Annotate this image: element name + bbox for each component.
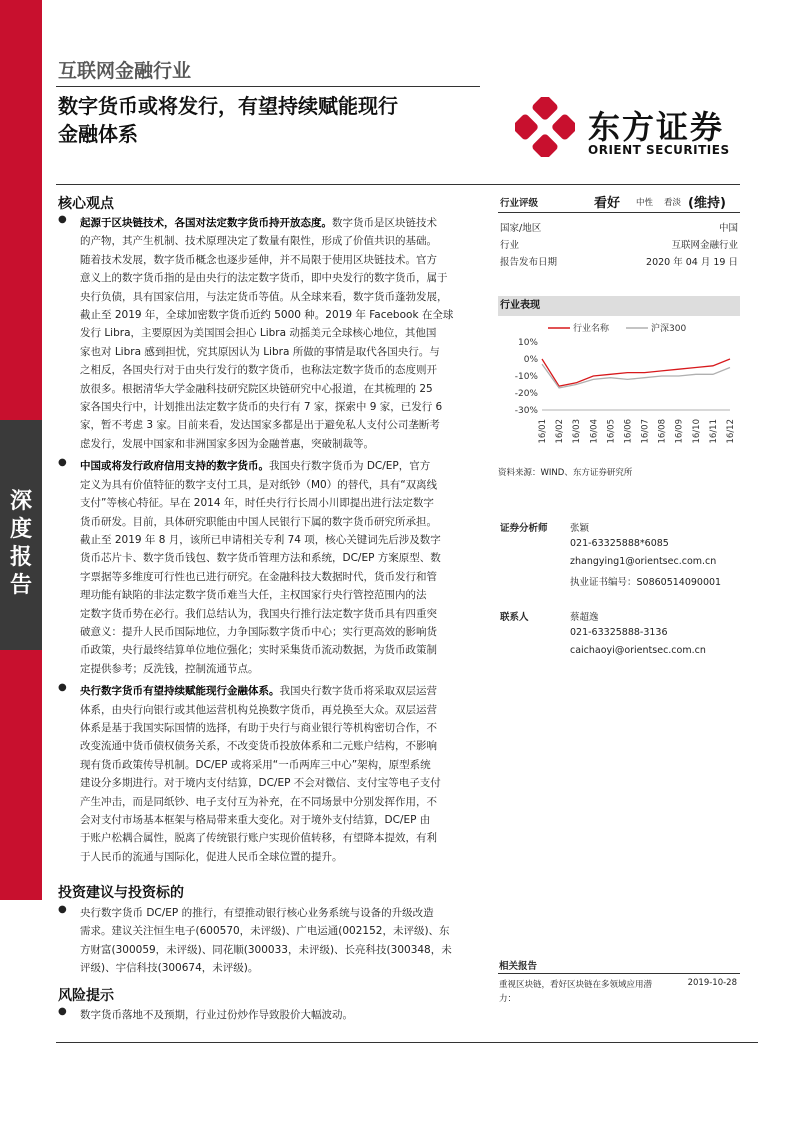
left-red-bar-bottom (0, 650, 42, 930)
x-tick-label: 16/10 (691, 419, 702, 444)
bullet-icon: ● (58, 1006, 67, 1017)
bullet-icon: ● (58, 457, 67, 469)
related-item[interactable] (499, 978, 739, 1004)
bullet-icon: ● (58, 904, 67, 915)
info-row: 行业 互联网金融行业 (500, 240, 738, 251)
deep-report-char: 深 (9, 489, 32, 514)
x-tick-label: 16/12 (726, 419, 736, 444)
info-table (498, 220, 740, 271)
rating-row (498, 192, 740, 210)
x-tick-label: 16/07 (640, 419, 651, 444)
analyst-block (498, 520, 740, 592)
divider-main (56, 184, 528, 185)
list-item: ● 中国或将发行政府信用支持的数字货币。我国央行数字货币为 DC/EP，官方 定义为具有价值特征的数字支付工具，是对纸钞（M0）的替代，具有“双离线 支付”等核心特征。早在 2014 年，时任央行行长周小川即提出进行法定数字 货币研发。目前，具体研究职能由中国人民银行下属的数字货币研究所承担。 截止至 2019 年 8 月，该所已申请相关专利 74 项，核心关键词先后涉及数字 货币芯片卡、数字货币钱包、数字货币管理方法和系统，DC/EP 方案原型、数 字票据等多维度可行性也已进行研究。在金融科技大数据时代，货币发行和管 理功能有缺陷的非法定数字货币难当大任，主权国家行央行管控范围内的法 定数字货币势在必行。我们总结认为，我国央行推行法定数字货币具有四重突 破意义：提升人民币国际地位，力争国际数字货币中心；实行更高效的影响货 币政策，央行最终结算单位地位强化；实时采集货币流动数据，为货币政策制 定提供参考；反洗钱，控制流通节点。 (58, 457, 441, 675)
related-title: 重视区块链，看好区块链在多领域应用潜 (499, 980, 653, 990)
analyst-email[interactable]: zhangying1@orientsec.com.cn (570, 556, 717, 567)
contact-name: 蔡超逸 (570, 612, 599, 623)
deep-report-tag (0, 420, 42, 650)
left-red-bar-top (0, 0, 42, 420)
risk-section: ● 数字货币落地不及预期，行业过份炒作导致股价大幅波动。 (58, 1006, 353, 1021)
x-tick-label: 16/09 (674, 419, 685, 444)
analyst-label: 证券分析师 (500, 523, 548, 534)
list-item: ● 起源于区块链技术，各国对法定数字货币持开放态度。数字货币是区块链技术 的产物，其产生机制、技术原理决定了数量有限性，形成了价值共识的基础。 随着技术发展，数字货币概念也逐步延伸，并不局限于使用区块链技术。官方 意义上的数字货币指的是由央行的法定数字货币，即中央发行的数字货币，属于 央行负债，具有国家信用，与法定货币等值。从全球来看，数字货币蓬勃发展， 截止至 2019 年，全球加密数字货币近约 5000 种。2019 年 Facebook 在全球 发行 Libra，主要原因为美国国会担心 Libra 动摇美元全球核心地位，其他国 家也对 Libra 感到担忧，究其原因认为 Libra 所做的事情是取代各国央行。与 之相反，各国央行对于由央行发行的数字货币，也称法定数字货币的态度则开 放很多。根据清华大学金融科技研究院区块链研究中心报道，在其梳理的 25 家各国央行中，计划推出法定数字货币的央行有 7 家，探索中 9 家，已发行 6 家，暂不考虑 3 家。目前来看，发达国家多都是出于避免私人支付公司垄断考 虑发行，发展中国家和非洲国家多因为金融普惠，突破制裁等。 (58, 214, 454, 450)
bullet-icon: ● (58, 682, 67, 694)
x-tick-label: 16/04 (589, 419, 600, 444)
x-tick-label: 16/11 (708, 419, 719, 444)
y-tick-label: 10% (517, 338, 538, 348)
x-tick-label: 16/03 (572, 419, 583, 444)
orient-logo-icon (515, 97, 575, 157)
x-tick-label: 16/01 (538, 419, 548, 444)
side-bottom-tag: 【行业·证券】 (2, 904, 40, 930)
deep-report-char: 度 (9, 517, 32, 542)
rating-status: (维持) (688, 196, 726, 211)
x-tick-label: 16/08 (657, 419, 668, 444)
deep-report-char: 告 (9, 573, 32, 598)
report-title: 数字货币或将发行，有望持续赋能现行 金融体系 (58, 94, 398, 146)
contact-block (498, 609, 740, 663)
analyst-phone: 021-63325888*6085 (570, 538, 669, 549)
contact-email[interactable]: caichaoyi@orientsec.com.cn (570, 645, 706, 656)
rating-neutral: 中性 (636, 198, 654, 208)
header-divider (56, 86, 480, 87)
bullet-icon: ● (58, 214, 67, 225)
contact-label: 联系人 (500, 612, 529, 623)
x-tick-label: 16/06 (623, 419, 634, 444)
contact-phone: 021-63325888-3136 (570, 627, 668, 638)
rating-bearish: 看淡 (664, 198, 682, 208)
y-tick-label: -30% (514, 406, 538, 416)
list-item: ● 央行数字货币有望持续赋能现行金融体系。我国央行数字货币将采取双层运营 体系，由央行向银行或其他运营机构兑换数字货币，再兑换至大众。双层运营 体系是基于我国实际国情的选择，有助于央行与商业银行等机构密切合作，不 改变流通中货币债权债务关系，不改变货币投放体系和二元账户结构，不影响 现有货币政策传导机制。DC/EP 或将采用“一币两库三中心”架构，原型系统 建设分多期进行。对于境内支付结算，DC/EP 不会对微信、支付宝等电子支付 产生冲击，而是同纸钞、电子支付互为补充，在不同场景中分别发挥作用，不 会对支付市场基本框架与格局带来重大变化。对于境外支付结算，DC/EP 由 于账户松耦合属性，脱离了传统银行账户实现价值转移，有望降本提效，有利 于人民币的流通与国际化，促进人民币全球位置的提升。 (58, 682, 441, 863)
logo-cn: 东方证券 (588, 108, 725, 146)
related-title-cont: 力： (499, 994, 517, 1004)
footer-divider (56, 1042, 758, 1043)
rating-current: 看好 (594, 196, 621, 211)
y-tick-label: -20% (514, 389, 538, 399)
chart-source: 资料来源：WIND、东方证券研究所 (498, 468, 633, 478)
y-tick-label: 0% (523, 355, 538, 365)
rating-divider (498, 212, 740, 213)
info-row: 报告发布日期 2020 年 04 月 19 日 (500, 257, 738, 268)
info-row: 国家/地区 中国 (500, 223, 738, 234)
deep-report-char: 报 (9, 545, 32, 570)
legend-a: 行业名称 (573, 324, 610, 334)
divider-side (498, 184, 740, 185)
analyst-name: 张颖 (570, 523, 590, 534)
logo-en: ORIENT SECURITIES (588, 143, 730, 157)
legend-b: 沪深300 (651, 324, 687, 334)
core-heading: 核心观点 (58, 196, 114, 212)
related-heading: 相关报告 (499, 961, 538, 972)
perf-heading: 行业表现 (498, 296, 740, 316)
invest-heading: 投资建议与投资标的 (58, 885, 184, 901)
risk-heading: 风险提示 (58, 988, 114, 1004)
core-section (58, 214, 488, 866)
x-tick-label: 16/05 (606, 419, 617, 444)
related-date: 2019-10-28 (687, 978, 737, 988)
related-divider (498, 973, 740, 974)
analyst-license: 执业证书编号：S0860514090001 (570, 577, 722, 588)
invest-section: ● 央行数字货币 DC/EP 的推行，有望推动银行核心业务系统与设备的升级改造 需求。建议关注恒生电子(600570，未评级)、广电运通(002152，未评级)、东 方财富(300059，未评级)、同花顺(300033，未评级)、长亮科技(300348，未 评级)、宇信科技(300674，未评级)。 (58, 904, 452, 975)
rating-label: 行业评级 (500, 198, 539, 209)
x-tick-label: 16/02 (555, 419, 566, 444)
y-tick-label: -10% (514, 372, 538, 382)
perf-chart (498, 318, 740, 458)
perf-chart-svg (498, 318, 740, 458)
series-line-industry (542, 359, 730, 386)
industry-label: 互联网金融行业 (58, 60, 192, 82)
